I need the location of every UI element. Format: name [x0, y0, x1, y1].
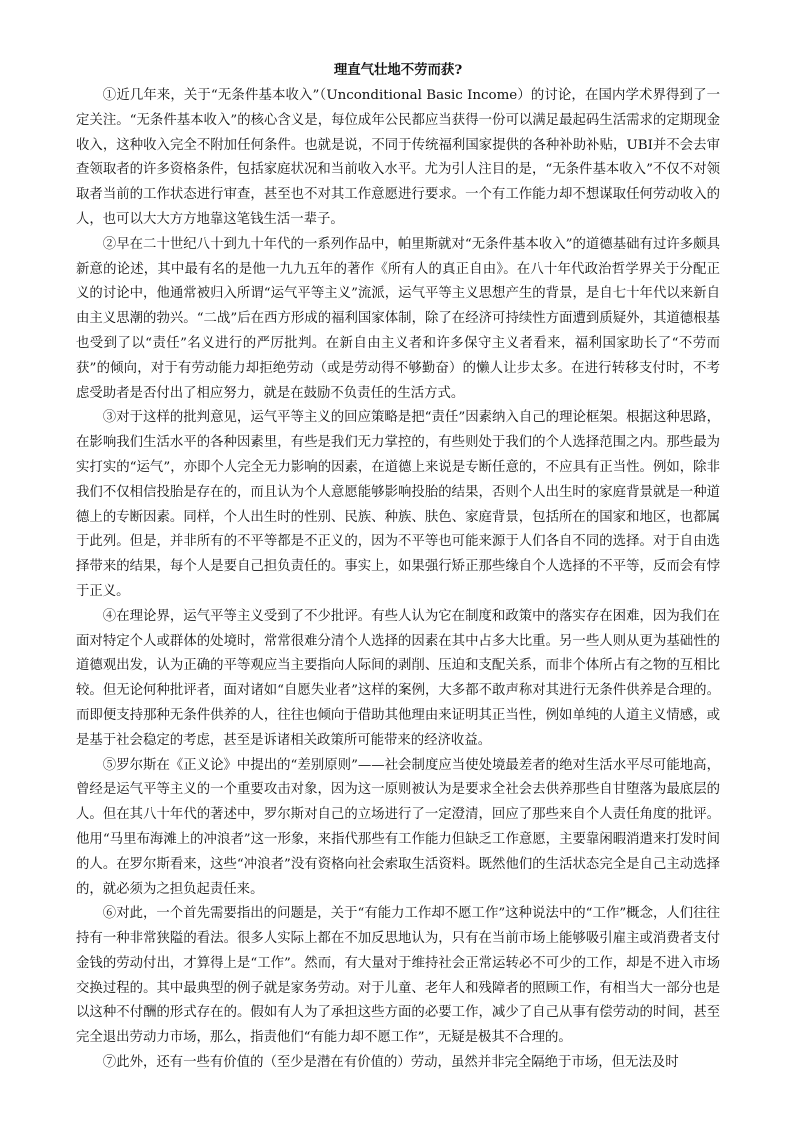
paragraph-1: ①近几年来，关于“无条件基本收入”（Unconditional Basic Income）的讨论，在国内学术界得到了一定关注。“无条件基本收入”的核心含义是，每位成年公民都应当获得一份可以满足最起码生活需求的定期现金收入，这种收入完全不附加任何条件。也就是说，不同于传统福利国家提供的各种补助补贴，UBI并不会去审查领取者的许多资格条件，包括家庭状况和当前收入水平。尤为引人注目的是，“无条件基本收入”不仅不对领取者当前的工作状态进行审查，甚至也不对其工作意愿进行要求。一个有工作能力却不想谋取任何劳动收入的人，也可以大大方方地靠这笔钱生活一辈子。: [76, 88, 720, 227]
paragraph-7: ⑦此外，还有一些有价值的（至少是潜在有价值的）劳动，虽然并非完全隔绝于市场，但无法及时: [102, 1055, 679, 1071]
paragraph-4: ④在理论界，运气平等主义受到了不少批评。有些人认为它在制度和政策中的落实存在困难，因为我们在面对特定个人或群体的处境时，常常很难分清个人选择的因素在其中占多大比重。另一些人则从更为基础性的道德观出发，认为正确的平等观应当主要指向人际间的剥削、压迫和支配关系，而非个体所占有之物的互相比较。但无论何种批评者，面对诸如“自愿失业者”这样的案例，大多都不敢声称对其进行无条件供养是合理的。而即便支持那种无条件供养的人，往往也倾向于借助其他理由来证明其正当性，例如单纯的人道主义情感，或是基于社会稳定的考虑，甚至是诉诸相关政策所可能带来的经济收益。: [76, 608, 720, 748]
paragraph-2: ②早在二十世纪八十到九十年代的一系列作品中，帕里斯就对“无条件基本收入”的道德基础有过许多颇具新意的论述，其中最有名的是他一九九五年的著作《所有人的真正自由》。在八十年代政治哲学界关于分配正义的讨论中，他通常被归入所谓“运气平等主义”流派，运气平等主义思想产生的背景，是自七十年代以来新自由主义思潮的勃兴。“二战”后在西方形成的福利国家体制，除了在经济可持续性方面遭到质疑外，其道德根基也受到了以“责任”名义进行的严厉批判。在新自由主义者和许多保守主义者看来，福利国家助长了“不劳而获”的倾向，对于有劳动能力却拒绝劳动（或是劳动得不够勤奋）的懒人让步太多。在进行转移支付时，不考虑受助者是否付出了相应努力，就是在鼓励不负责任的生活方式。: [76, 236, 720, 401]
paragraph-3: ③对于这样的批判意见，运气平等主义的回应策略是把“责任”因素纳入自己的理论框架。根据这种思路，在影响我们生活水平的各种因素里，有些是我们无力掌控的，有些则处于我们的个人选择范围之内。那些最为实打实的“运气”，亦即个人完全无力影响的因素，在道德上来说是专断任意的，不应具有正当性。例如，除非我们不仅相信投胎是存在的，而且认为个人意愿能够影响投胎的结果，否则个人出生时的家庭背景就是一种道德上的专断因素。同样，个人出生时的性别、民族、种族、肤色、家庭背景，包括所在的国家和地区，也都属于此列。但是，并非所有的不平等都是不正义的，因为不平等也可能来源于人们各自不同的选择。对于自由选择带来的结果，每个人是要自己担负责任的。事实上，如果强行矫正那些缘自个人选择的不平等，反而会有悖于正义。: [76, 410, 720, 599]
paragraph-5: ⑤罗尔斯在《正义论》中提出的“差别原则”——社会制度应当使处境最差者的绝对生活水平尽可能地高，曾经是运气平等主义的一个重要攻击对象，因为这一原则被认为是要求全社会去供养那些自甘堕落为最底层的人。但在其八十年代的著述中，罗尔斯对自己的立场进行了一定澄清，回应了那些来自个人责任角度的批评。他用“马里布海滩上的冲浪者”这一形象，来指代那些有工作能力但缺乏工作意愿，主要靠闲暇消遣来打发时间的人。在罗尔斯看来，这些“冲浪者”没有资格向社会索取生活资料。既然他们的生活状态完全是自己主动选择的，就必须为之担负起责任来。: [76, 757, 720, 897]
document-page: [76, 58, 720, 1076]
article-title: 理直气壮地不劳而获?: [333, 62, 463, 78]
paragraph-6: ⑥对此，一个首先需要指出的问题是，关于“有能力工作却不愿工作”这种说法中的“工作”概念，人们往往持有一种非常狭隘的看法。很多人实际上都在不加反思地认为，只有在当前市场上能够吸引雇主或消费者支付金钱的劳动付出，才算得上是“工作”。然而，有大量对于维持社会正常运转必不可少的工作，却是不进入市场交换过程的。其中最典型的例子就是家务劳动。对于儿童、老年人和残障者的照顾工作，有相当大一部分也是以这种不付酬的形式存在的。假如有人为了承担这些方面的必要工作，减少了自己从事有偿劳动的时间，甚至完全退出劳动力市场，那么，指责他们“有能力却不愿工作”，无疑是极其不合理的。: [76, 906, 720, 1046]
